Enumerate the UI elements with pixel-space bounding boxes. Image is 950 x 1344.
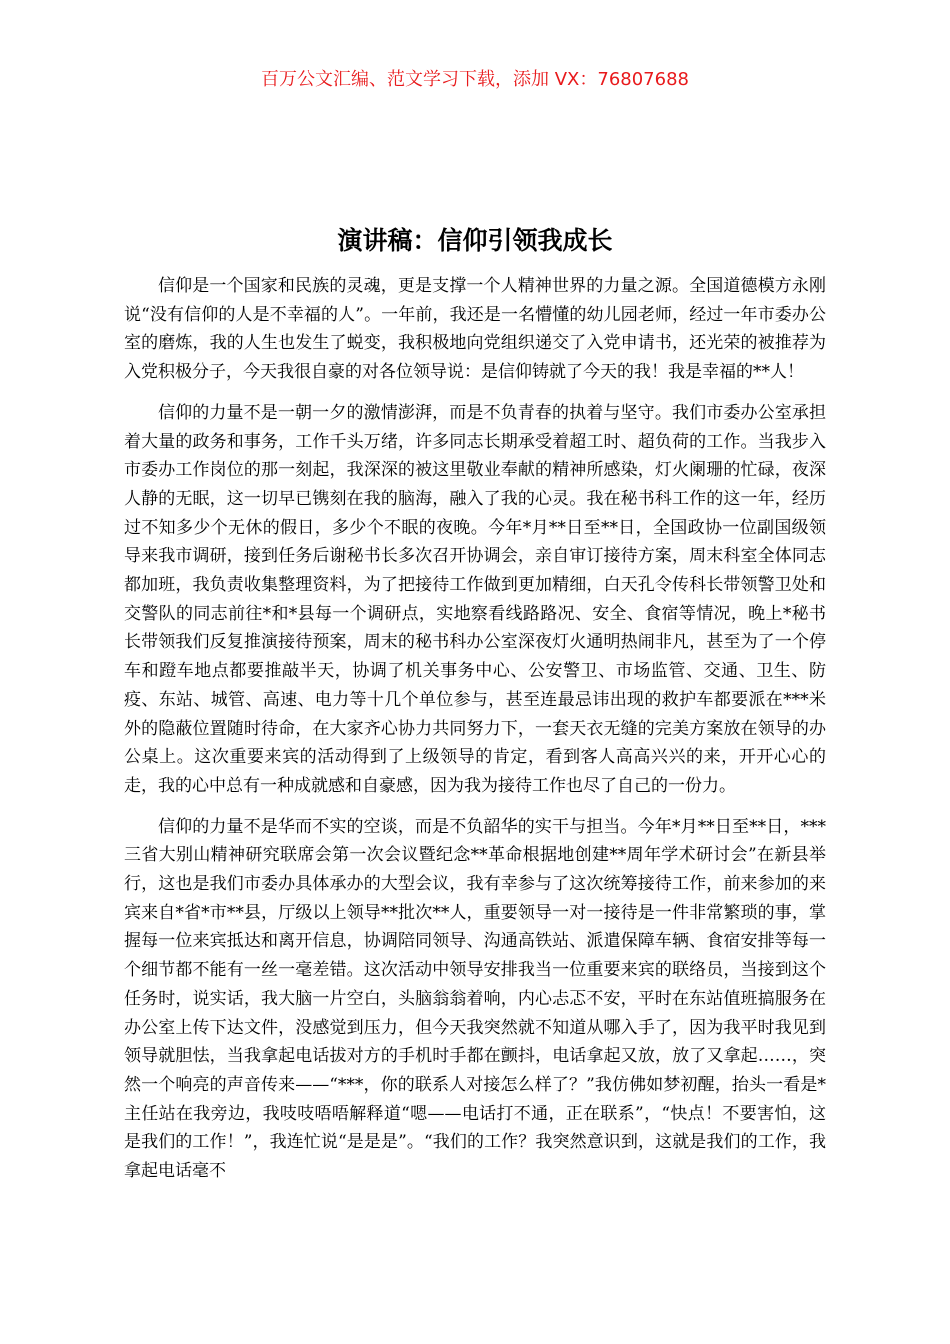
speech-body (124, 272, 826, 1198)
paragraph: 信仰的力量不是一朝一夕的激情澎湃，而是不负青春的执着与坚守。我们市委办公室承担着大量的政务和事务，工作千头万绪，许多同志长期承受着超工时、超负荷的工作。当我步入市委办工作岗位的那一刻起，我深深的被这里敬业奉献的精神所感染，灯火阑珊的忙碌，夜深人静的无眠，这一切早已镌刻在我的脑海，融入了我的心灵。我在秘书科工作的这一年，经历过不知多少个无休的假日，多少个不眠的夜晚。今年*月**日至**日，全国政协一位副国级领导来我市调研，接到任务后谢秘书长多次召开协调会，亲自审订接待方案，周末科室全体同志都加班，我负责收集整理资料，为了把接待工作做到更加精细，白天孔令传科长带领警卫处和交警队的同志前往*和*县每一个调研点，实地察看线路路况、安全、食宿等情况，晚上*秘书长带领我们反复推演接待预案，周末的秘书科办公室深夜灯火通明热闹非凡，甚至为了一个停车和蹬车地点都要推敲半天，协调了机关事务中心、公安警卫、市场监管、交通、卫生、防疫、东站、城管、高速、电力等十几个单位参与，甚至连最忌讳出现的救护车都要派在***米外的隐蔽位置随时待命，在大家齐心协力共同努力下，一套天衣无缝的完美方案放在领导的办公桌上。这次重要来宾的活动得到了上级领导的肯定，看到客人高高兴兴的来，开开心心的走，我的心中总有一种成就感和自豪感，因为我为接待工作也尽了自己的一份力。 (124, 402, 826, 796)
page-title: 演讲稿：信仰引领我成长 (337, 226, 613, 255)
paragraph: 信仰的力量不是华而不实的空谈，而是不负韶华的实干与担当。今年*月**日至**日，***三省大别山精神研究联席会第一次会议暨纪念**革命根据地创建**周年学术研讨会”在新县举行，这也是我们市委办具体承办的大型会议，我有幸参与了这次统筹接待工作，前来参加的来宾来自*省*市**县，厅级以上领导**批次**人，重要领导一对一接待是一件非常繁琐的事，掌握每一位来宾抵达和离开信息，协调陪同领导、沟通高铁站、派遣保障车辆、食宿安排等每一个细节都不能有一丝一毫差错。这次活动中领导安排我当一位重要来宾的联络员，当接到这个任务时，说实话，我大脑一片空白，头脑翁翁着响，内心忐忑不安，平时在东站值班搞服务在办公室上传下达文件，没感觉到压力，但今天我突然就不知道从哪入手了，因为我平时我见到领导就胆怯，当我拿起电话拔对方的手机时手都在颤抖，电话拿起又放，放了又拿起……，突然一个响亮的声音传来——“***，你的联系人对接怎么样了？”我仿佛如梦初醒，抬头一看是*主任站在我旁边，我吱吱唔唔解释道“嗯——电话打不通，正在联系”，“快点！不要害怕，这是我们的工作！”，我连忙说“是是是”。“我们的工作？我突然意识到，这就是我们的工作，我拿起电话毫不 (124, 816, 826, 1182)
paragraph: 信仰是一个国家和民族的灵魂，更是支撑一个人精神世界的力量之源。全国道德模方永刚说“没有信仰的人是不幸福的人”。一年前，我还是一名懵懂的幼儿园老师，经过一年市委办公室的磨炼，我的人生也发生了蜕变，我积极地向党组织递交了入党申请书，还光荣的被推荐为入党积极分子，今天我很自豪的对各位领导说：是信仰铸就了今天的我！我是幸福的**人！ (124, 276, 826, 383)
download-banner: 百万公文汇编、范文学习下载，添加 VX：76807688 (261, 69, 689, 90)
